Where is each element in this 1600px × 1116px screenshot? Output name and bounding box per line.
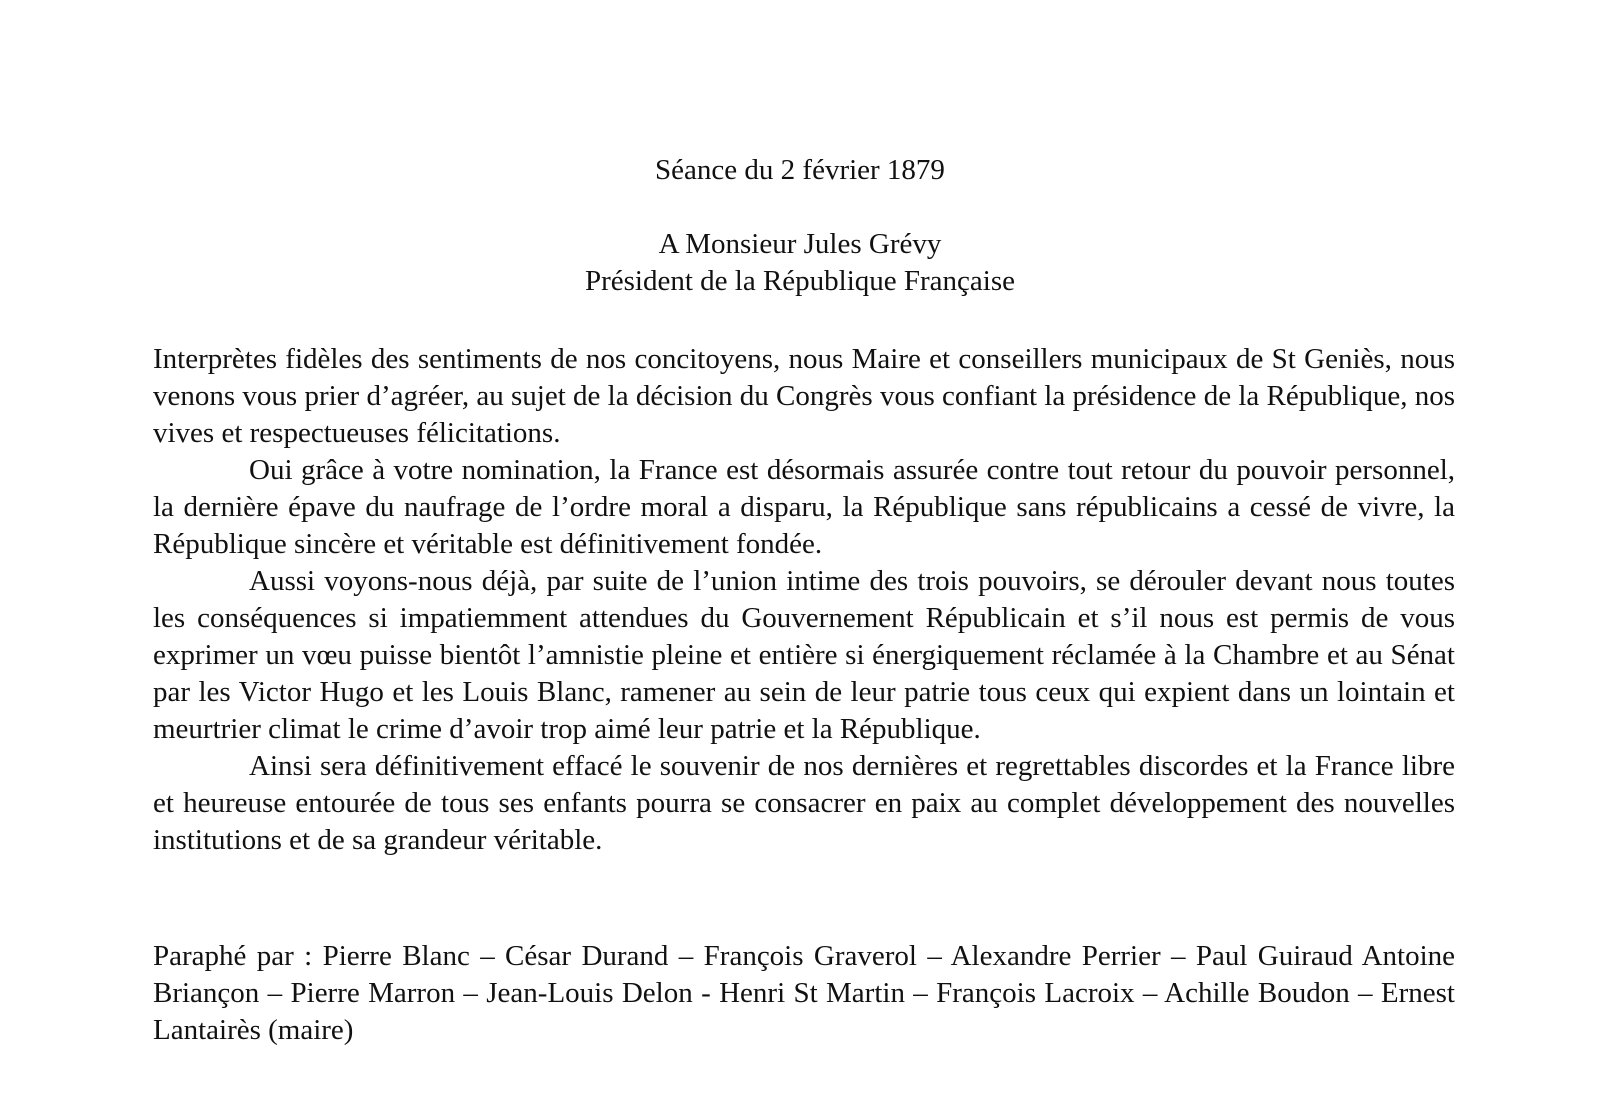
- paragraph-2: Oui grâce à votre nomination, la France est désormais assurée contre tout retour du pouvoir personnel, la dernière épave du naufrage de l’ordre moral a disparu, la République sans républicains a cessé de vivre, la République sincère et véritable est définitivement fondée.: [153, 454, 1455, 560]
- recipient-name: A Monsieur Jules Grévy: [658, 228, 942, 260]
- address-block: [0, 226, 1600, 300]
- letter-body: [153, 341, 1455, 859]
- session-date: Séance du 2 février 1879: [655, 154, 945, 186]
- recipient-title: Président de la République Française: [584, 265, 1016, 297]
- signatures-block: Paraphé par : Pierre Blanc – César Durand – François Graverol – Alexandre Perrier – Paul Guiraud Antoine Briançon – Pierre Marron – Jean-Louis Delon - Henri St Martin – François Lacroix – Achille Boudon – Ernest Lantairès (maire): [153, 940, 1455, 1046]
- paragraph-1: Interprètes fidèles des sentiments de nos concitoyens, nous Maire et conseillers municipaux de St Geniès, nous venons vous prier d’agréer, au sujet de la décision du Congrès vous confiant la présidence de la République, nos vives et respectueuses félicitations.: [153, 343, 1455, 449]
- paragraph-4: Ainsi sera définitivement effacé le souvenir de nos dernières et regrettables discordes et la France libre et heureuse entourée de tous ses enfants pourra se consacrer en paix au complet développement des nouvelles institutions et de sa grandeur véritable.: [153, 750, 1455, 856]
- paragraph-3: Aussi voyons-nous déjà, par suite de l’union intime des trois pouvoirs, se dérouler devant nous toutes les conséquences si impatiemment attendues du Gouvernement Républicain et s’il nous est permis de vous exprimer un vœu puisse bientôt l’amnistie pleine et entière si énergiquement réclamée à la Chambre et au Sénat par les Victor Hugo et les Louis Blanc, ramener au sein de leur patrie tous ceux qui expient dans un lointain et meurtrier climat le crime d’avoir trop aimé leur patrie et la République.: [153, 565, 1455, 745]
